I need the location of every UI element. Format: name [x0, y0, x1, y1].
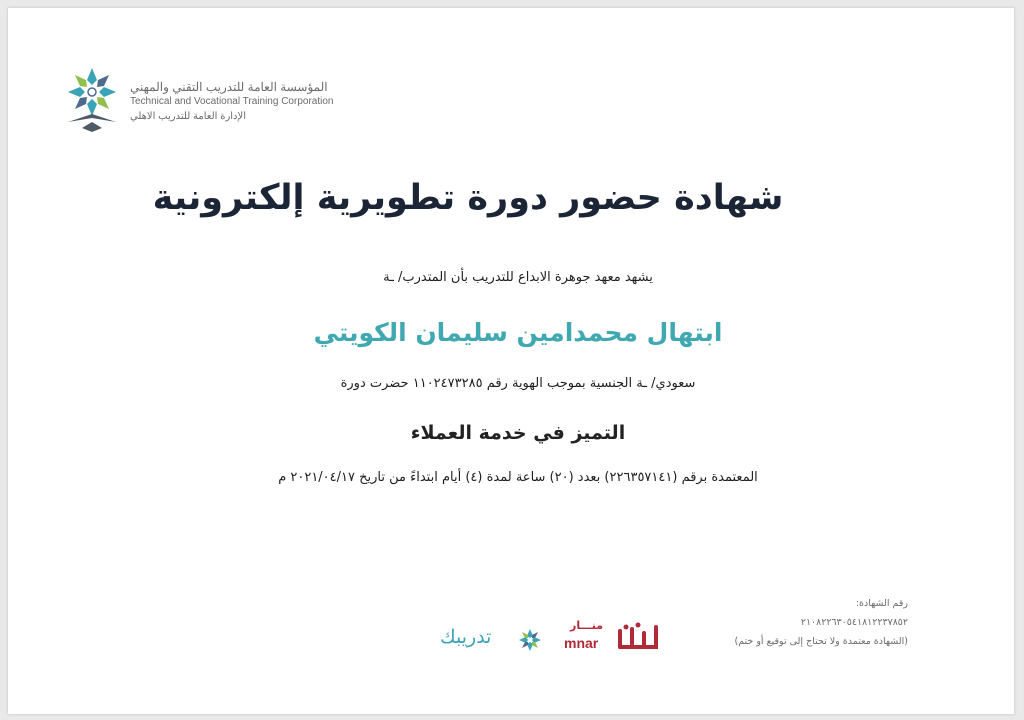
nationality-line: سعودي/ ـة الجنسية بموجب الهوية رقم ١١٠٢٤٧٣٢٨٥ حضرت دورة — [340, 376, 696, 391]
tvtc-emblem-icon — [60, 60, 124, 136]
org-name-arabic: المؤسسة العامة للتدريب التقني والمهني — [130, 80, 328, 94]
certificate-number-block — [668, 594, 908, 651]
tdreeb-star-icon — [518, 628, 542, 652]
department-name-arabic: الإدارة العامة للتدريب الاهلي — [130, 111, 246, 122]
course-details-line: المعتمدة برقم (٢٢٦٣٥٧١٤١) بعدد (٢٠) ساعة لمدة (٤) أيام ابتداءً من تاريخ ٢٠٢١/٠٤/١٧ م — [278, 470, 758, 485]
mnar-english-label: mnar — [564, 635, 599, 651]
certificate-note: (الشهادة معتمدة ولا تحتاج إلى توقيع أو ختم) — [734, 636, 908, 647]
trainee-name: ابتهال محمدامين سليمان الكويتي — [313, 318, 723, 347]
org-name-english: Technical and Vocational Training Corporation — [130, 96, 334, 107]
certificate-title: شهادة حضور دورة تطويرية إلكترونية — [152, 178, 784, 218]
tdreeb-logo — [440, 626, 550, 656]
tdreeb-label: تدريبك — [440, 626, 492, 648]
mnar-logo — [564, 619, 664, 655]
tvtc-logo — [60, 60, 380, 140]
mnar-arabic-label: منـــار — [570, 619, 604, 632]
certificate-number-label: رقم الشهادة: — [855, 598, 908, 609]
certificate-number-value: ٢١٠٨٢٢٦٣٠٥٤١٨١٢٢٣٧٨٥٢ — [800, 617, 908, 628]
intro-line: يشهد معهد جوهرة الابداع للتدريب بأن المتدرب/ ـة — [383, 270, 653, 285]
mnar-emblem-icon — [616, 621, 660, 651]
course-name: التميز في خدمة العملاء — [410, 422, 626, 444]
certificate-page — [8, 8, 1014, 714]
